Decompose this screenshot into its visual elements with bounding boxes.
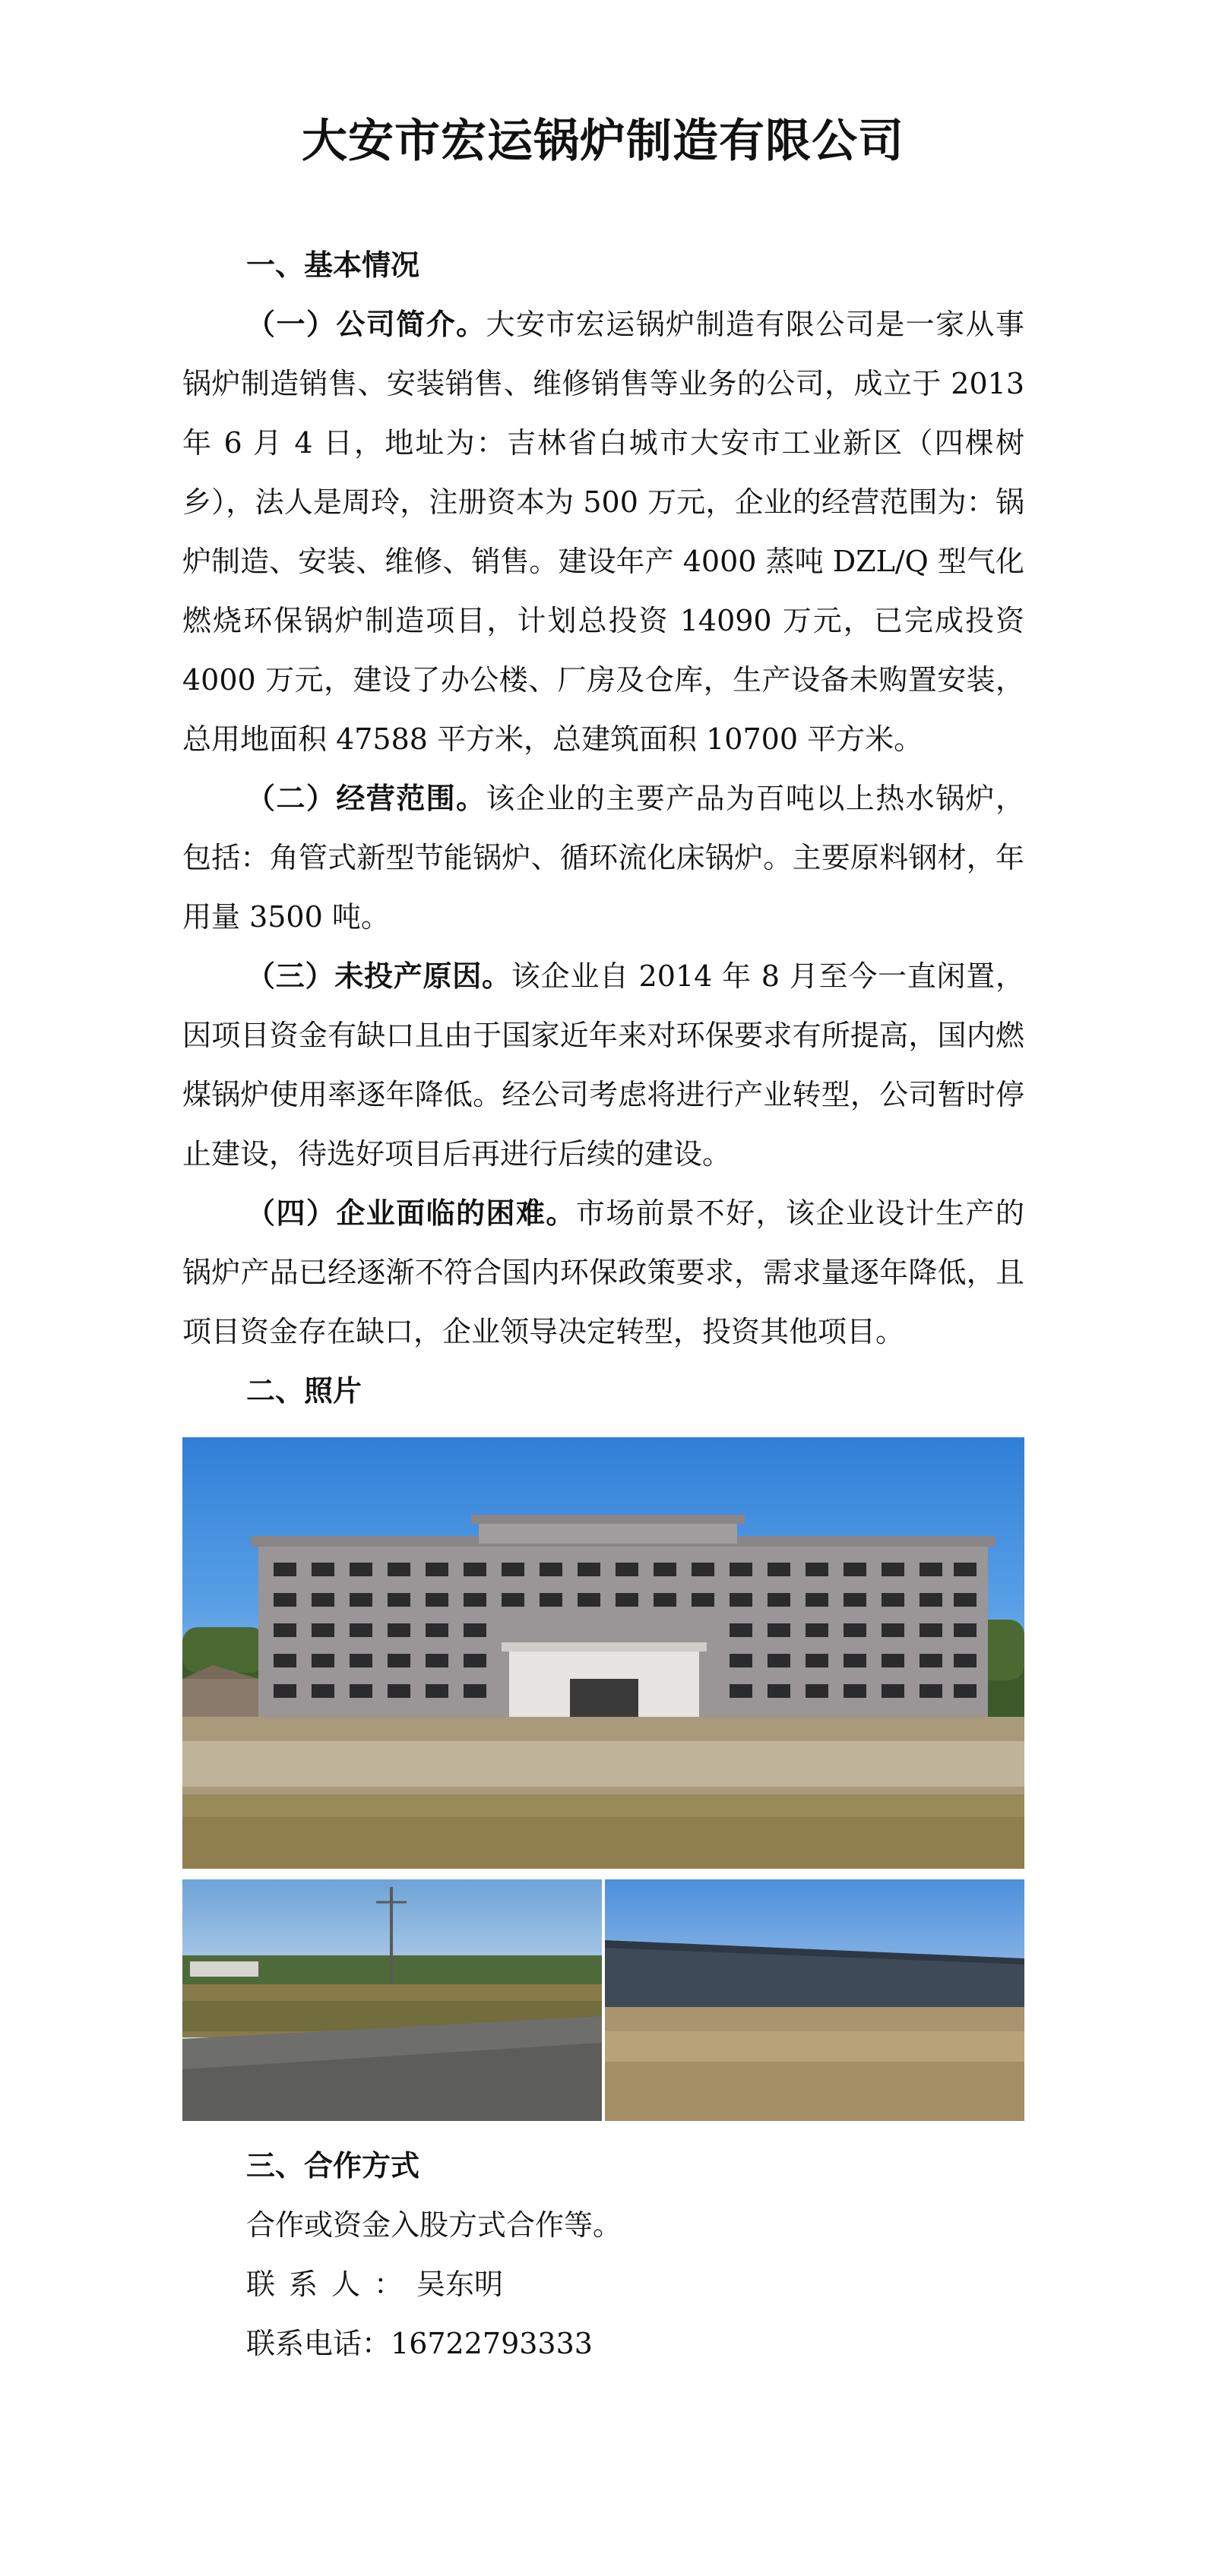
photo-office-building [182, 1437, 1024, 1869]
paragraph-lead: （一）公司简介。 [246, 307, 486, 341]
factory-building-illustration [605, 1879, 1024, 2121]
paragraph-text: 该企业的主要产品为百吨以上热水锅炉，包括：角管式新型节能锅炉、循环流化床锅炉。主要原料钢材，年用量 3500 吨。 [182, 782, 1024, 934]
paragraph-text: 大安市宏运锅炉制造有限公司是一家从事锅炉制造销售、安装销售、维修销售等业务的公司，成立于 2013 年 6 月 4 日，地址为：吉林省白城市大安市工业新区（四棵树乡），法人是周玲，注册资本为 500 万元，企业的经营范围为：锅炉制造、安装、维修、销售。建设年产 4000 蒸吨 DZL/Q 型气化燃烧环保锅炉制造项目，计划总投资 14090 万元，已完成投资 4000 万元，建设了办公楼、厂房及仓库，生产设备未购置安装，总用地面积 47588 平方米，总建筑面积 10700 平方米。 [182, 308, 1024, 756]
photo-site-field [182, 1879, 602, 2121]
contact-phone-line [182, 2314, 1024, 2373]
site-field-illustration [182, 1879, 602, 2121]
paragraph-company-profile [182, 295, 1024, 769]
document-title: 大安市宏运锅炉制造有限公司 [302, 115, 904, 168]
paragraph-difficulties [182, 1184, 1024, 1361]
section-heading-basic: 一、基本情况 [246, 248, 420, 282]
office-building-illustration [182, 1437, 1024, 1869]
spacer [182, 2121, 1024, 2136]
phone-label: 联系电话： [246, 2327, 391, 2360]
paragraph-lead: （三）未投产原因。 [246, 959, 511, 993]
contact-name: 吴东明 [416, 2268, 504, 2301]
contact-person-line [182, 2255, 1024, 2314]
paragraph-lead: （二）经营范围。 [246, 781, 486, 815]
section-heading-cooperation: 三、合作方式 [246, 2149, 420, 2182]
paragraph-lead: （四）企业面临的困难。 [246, 1196, 576, 1230]
contact-label: 联系人： [246, 2268, 417, 2301]
section-heading-photos: 二、照片 [246, 1374, 362, 1408]
paragraph-text: 市场前景不好，该企业设计生产的锅炉产品已经逐渐不符合国内环保政策要求，需求量逐年降低，且项目资金存在缺口，企业领导决定转型，投资其他项目。 [182, 1196, 1024, 1348]
paragraph-not-in-production [182, 947, 1024, 1184]
paragraph-text: 该企业自 2014 年 8 月至今一直闲置，因项目资金有缺口且由于国家近年来对环保要求有所提高，国内燃煤锅炉使用率逐年降低。经公司考虑将进行产业转型，公司暂时停止建设，待选好项目后再进行后续的建设。 [182, 959, 1024, 1171]
paragraph-business-scope [182, 769, 1024, 947]
photo-row [182, 1879, 1024, 2121]
cooperation-mode: 合作或资金入股方式合作等。 [246, 2208, 622, 2242]
photo-factory-building [605, 1879, 1024, 2121]
document-body [182, 235, 1024, 2373]
phone-number: 16722793333 [391, 2327, 593, 2360]
